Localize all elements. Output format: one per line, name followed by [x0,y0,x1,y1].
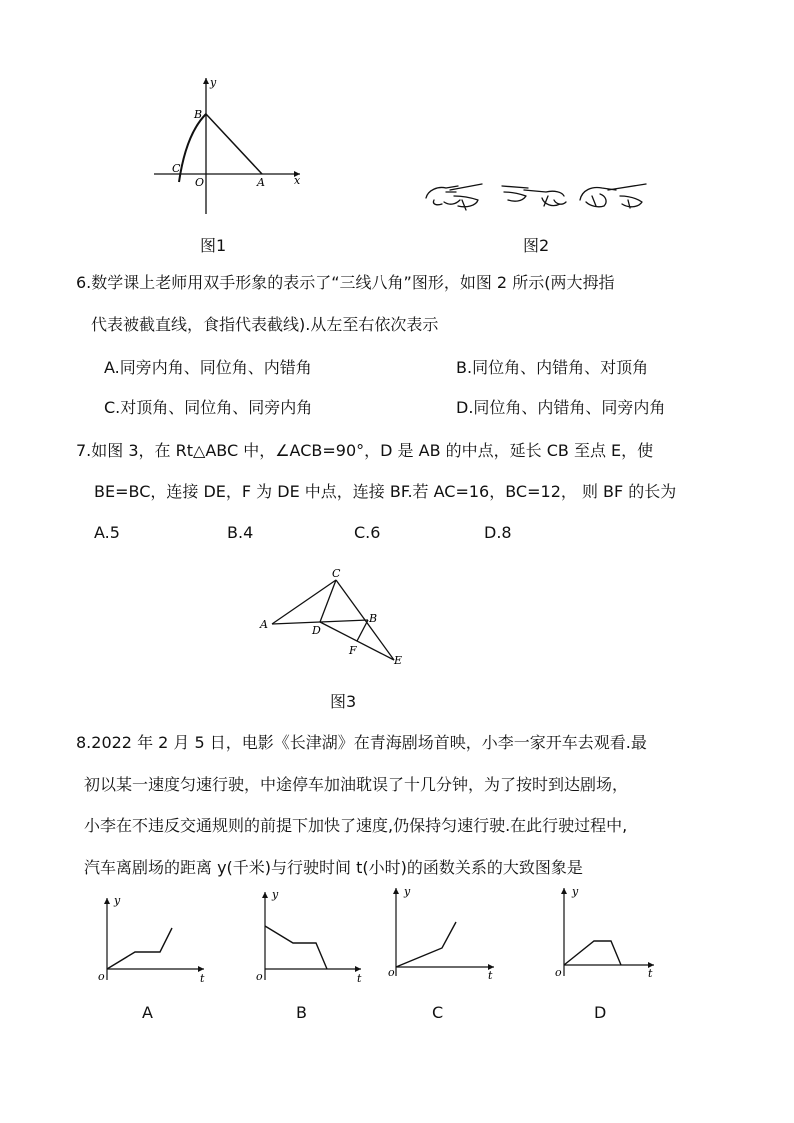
graph-a [92,890,212,990]
q7-option-d: D.8 [484,523,512,542]
graph-d [540,882,660,982]
graph-c [386,882,506,982]
hand-gesture-3 [580,184,646,208]
graph-d-t-label: t [648,967,653,980]
hand-gesture-2 [502,186,566,206]
graph-c-y-label: y [404,885,411,898]
q8-stem-line-2: 初以某一速度匀速行驶，中途停车加油耽误了十几分钟，为了按时到达剧场， [84,775,629,794]
q7-option-c: C.6 [354,523,381,542]
figure-1 [150,72,310,222]
fig1-label-o: O [195,176,205,189]
graph-d-y-label: y [572,885,579,898]
q8-stem-line-3: 小李在不违反交通规则的前提下加快了速度,仍保持匀速行驶.在此行驶过程中, [84,816,628,835]
graph-d-origin: o [555,966,562,979]
graph-a-t-label: t [200,972,205,985]
q8-stem-line-1: 8.2022 年 2 月 5 日，电影《长津湖》在青海剧场首映，小李一家开车去观看.最 [76,733,647,752]
fig1-label-y: y [210,76,217,89]
graph-b-origin: o [256,970,263,983]
fig3-label-d: D [312,624,321,637]
q7-stem-line-2: BE=BC，连接 DE，F 为 DE 中点，连接 BF.若 AC=16，BC=12， 则 BF 的长为 [94,482,677,501]
figure-1-caption: 图1 [200,236,227,255]
graph-b-y-label: y [272,888,279,901]
figure-3-caption: 图3 [330,692,357,711]
q6-option-a: A.同旁内角、同位角、内错角 [104,358,312,377]
fig3-label-f: F [349,644,357,657]
figure-3 [256,564,416,674]
q6-option-b: B.同位角、内错角、对顶角 [456,358,649,377]
graph-b-label: B [296,1003,307,1022]
figure-2-caption: 图2 [523,236,550,255]
q7-option-a: A.5 [94,523,120,542]
q7-stem-line-1: 7.如图 3，在 Rt△ABC 中，∠ACB=90°，D 是 AB 的中点，延长 CB 至点 E，使 [76,441,654,460]
fig1-label-b: B [194,108,203,121]
fig1-label-a: A [257,176,265,189]
figure-2 [420,176,660,216]
q6-option-c: C.对顶角、同位角、同旁内角 [104,398,313,417]
fig3-label-e: E [394,654,403,667]
graph-c-label: C [432,1003,444,1022]
q6-stem-line-2: 代表被截直线，食指代表截线).从左至右依次表示 [91,315,439,334]
q6-option-d: D.同位角、内错角、同旁内角 [456,398,666,417]
fig3-label-a: A [260,618,268,631]
graph-a-origin: o [98,970,105,983]
fig1-label-x: x [294,174,301,187]
fig1-label-c: C [172,162,181,175]
graph-b-t-label: t [357,972,362,985]
fig3-label-b: B [369,612,378,625]
graph-a-y-label: y [114,894,121,907]
q8-stem-line-4: 汽车离剧场的距离 y(千米)与行驶时间 t(小时)的函数关系的大致图象是 [84,858,583,877]
fig3-label-c: C [332,567,341,580]
graph-a-label: A [142,1003,153,1022]
hand-gesture-1 [426,184,482,210]
graph-c-t-label: t [488,969,493,982]
graph-c-origin: o [388,966,395,979]
graph-d-label: D [594,1003,607,1022]
q6-stem-line-1: 6.数学课上老师用双手形象的表示了“三线八角”图形，如图 2 所示(两大拇指 [76,273,615,292]
graph-b [251,884,371,990]
q7-option-b: B.4 [227,523,254,542]
